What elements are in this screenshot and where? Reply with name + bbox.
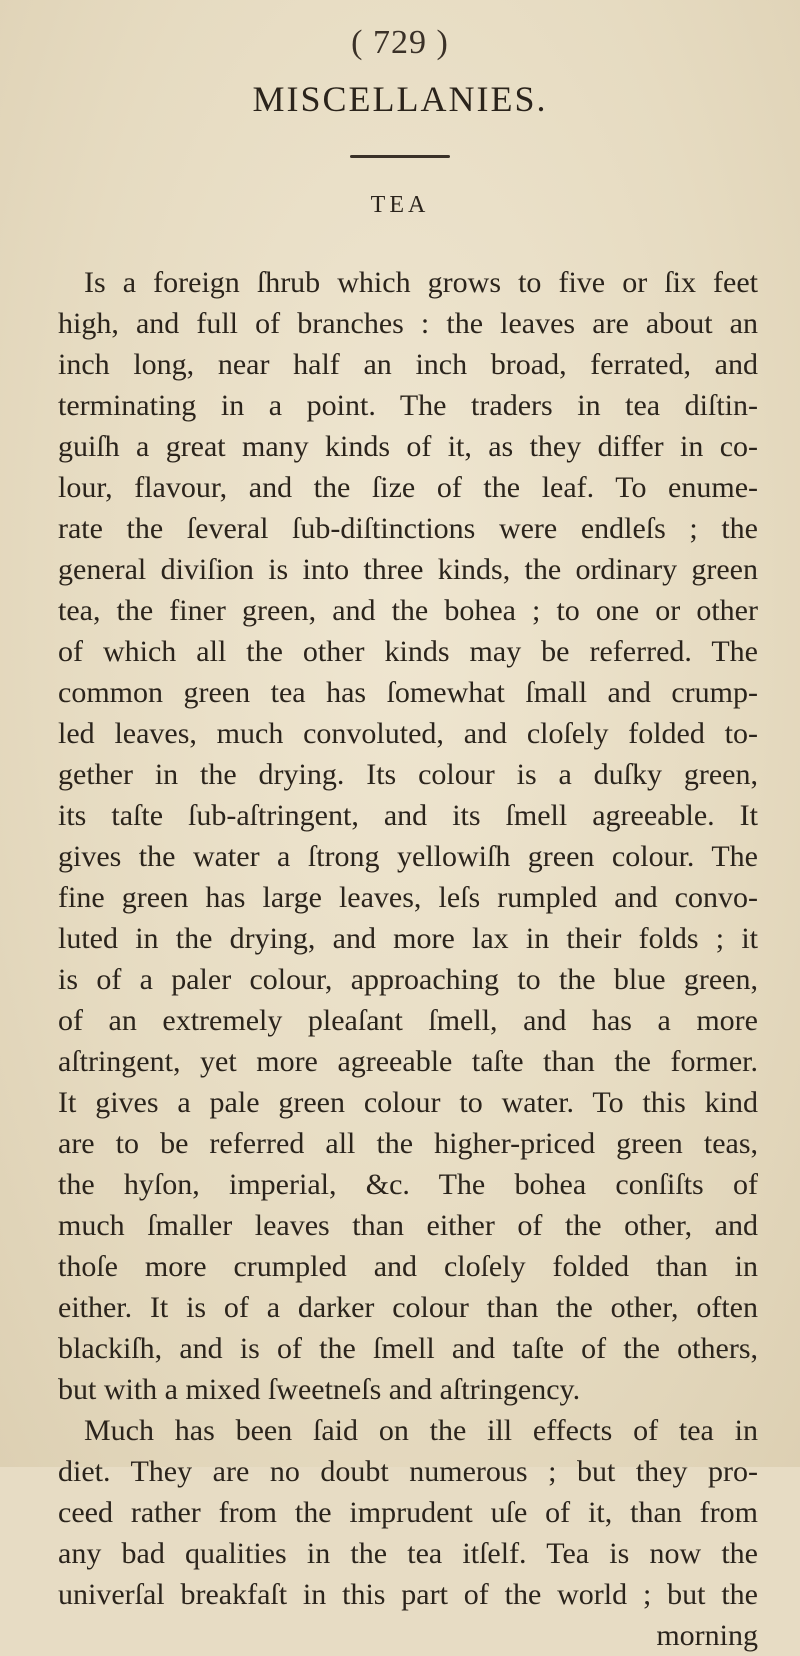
text-line: high, and full of branches : the leaves are about an — [58, 307, 758, 340]
catchword: morning — [656, 1619, 758, 1652]
text-line: blackiſh, and is of the ſmell and taſte of the others, — [58, 1332, 758, 1365]
page-number: ( 729 ) — [351, 24, 449, 61]
text-line: Much has been ſaid on the ill effects of tea in — [84, 1414, 758, 1447]
text-line: tea, the finer green, and the bohea ; to one or other — [58, 594, 758, 627]
text-line: univerſal breakfaſt in this part of the world ; but the — [58, 1578, 758, 1611]
text-line: gether in the drying. Its colour is a duſky green, — [58, 758, 758, 791]
title-divider — [350, 155, 450, 158]
text-line: terminating in a point. The traders in tea diſtin- — [58, 389, 758, 422]
text-line: aſtringent, yet more agreeable taſte than the former. — [58, 1045, 758, 1078]
text-line: rate the ſeveral ſub-diſtinctions were endleſs ; the — [58, 512, 758, 545]
text-line: but with a mixed ſweetneſs and aſtringency. — [58, 1373, 581, 1406]
text-line: its taſte ſub-aſtringent, and its ſmell agreeable. It — [58, 799, 758, 832]
section-title: MISCELLANIES. — [252, 79, 548, 119]
body-text — [58, 262, 758, 1656]
text-line: is of a paler colour, approaching to the blue green, — [58, 963, 758, 996]
text-line: fine green has large leaves, leſs rumpled and convo- — [58, 881, 758, 914]
text-line: ceed rather from the imprudent uſe of it, than from — [58, 1496, 758, 1529]
text-line: inch long, near half an inch broad, ferrated, and — [58, 348, 758, 381]
text-line: either. It is of a darker colour than the other, often — [58, 1291, 758, 1324]
text-line: thoſe more crumpled and cloſely folded than in — [58, 1250, 758, 1283]
text-line: of an extremely pleaſant ſmell, and has a more — [58, 1004, 758, 1037]
text-line: are to be referred all the higher-priced green teas, — [58, 1127, 758, 1160]
text-line: Is a foreign ſhrub which grows to five or ſix feet — [84, 266, 758, 299]
text-line: much ſmaller leaves than either of the other, and — [58, 1209, 758, 1242]
text-line: guiſh a great many kinds of it, as they differ in co- — [58, 430, 758, 463]
text-line: general diviſion is into three kinds, the ordinary green — [58, 553, 758, 586]
text-line: the hyſon, imperial, &c. The bohea conſiſts of — [58, 1168, 758, 1201]
text-line: gives the water a ſtrong yellowiſh green colour. The — [58, 840, 758, 873]
text-line: lour, flavour, and the ſize of the leaf. To enume- — [58, 471, 758, 504]
entry-heading: TEA — [370, 192, 430, 218]
text-line: of which all the other kinds may be referred. The — [58, 635, 758, 668]
text-line: It gives a pale green colour to water. To this kind — [58, 1086, 758, 1119]
text-line: diet. They are no doubt numerous ; but they pro- — [58, 1455, 758, 1488]
text-line: led leaves, much convoluted, and cloſely folded to- — [58, 717, 758, 750]
text-line: luted in the drying, and more lax in their folds ; it — [58, 922, 758, 955]
text-line: common green tea has ſomewhat ſmall and crump- — [58, 676, 758, 709]
text-line: any bad qualities in the tea itſelf. Tea is now the — [58, 1537, 758, 1570]
